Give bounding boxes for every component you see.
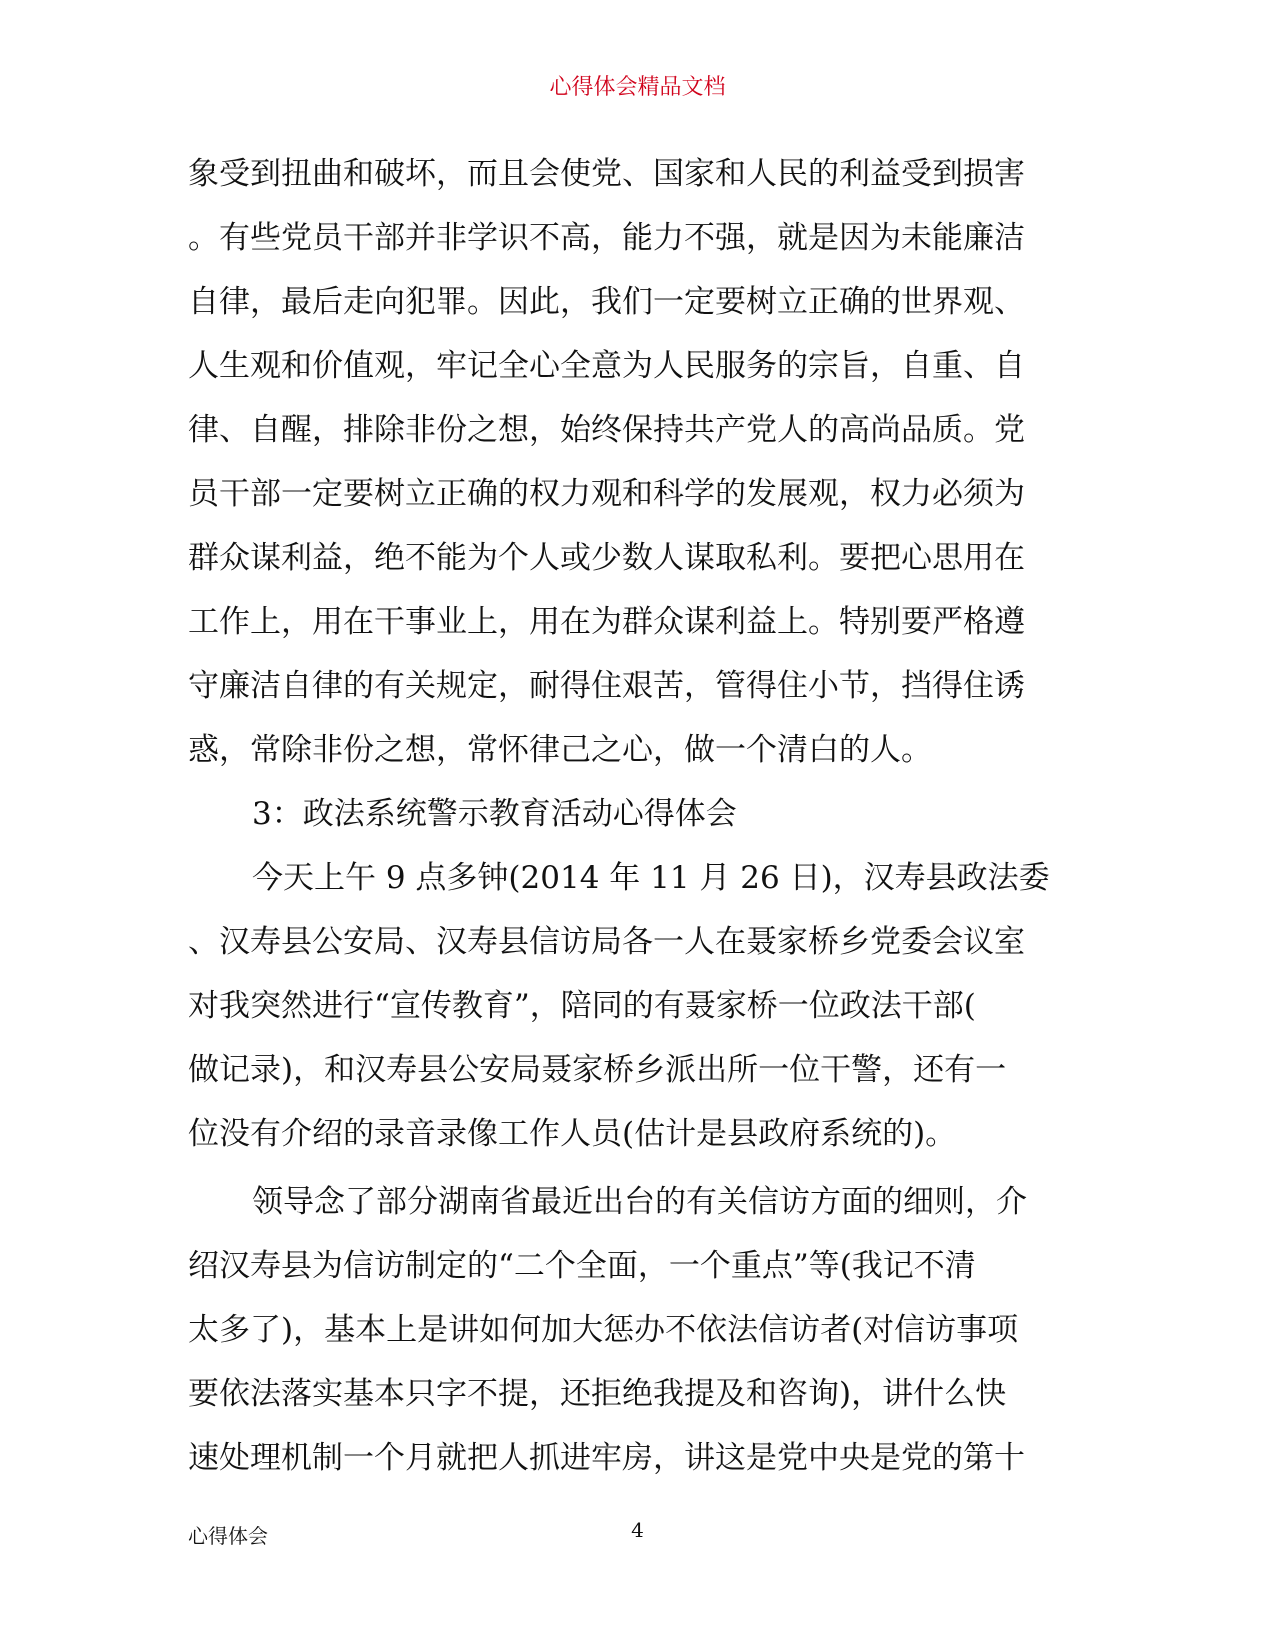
text-line: 工作上，用在干事业上，用在为群众谋利益上。特别要严格遵 <box>188 604 1025 640</box>
text-line: 太多了)，基本上是讲如何加大惩办不依法信访者(对信访事项 <box>188 1312 1019 1348</box>
text-line: 。有些党员干部并非学识不高，能力不强，就是因为未能廉洁 <box>188 220 1025 256</box>
document-header-title: 心得体会精品文档 <box>549 75 726 100</box>
text-line: 象受到扭曲和破坏，而且会使党、国家和人民的利益受到损害 <box>188 156 1025 192</box>
text-line: 律、自醒，排除非份之想，始终保持共产党人的高尚品质。党 <box>188 412 1025 448</box>
text-line: 绍汉寿县为信访制定的“二个全面，一个重点”等(我记不清 <box>188 1248 976 1284</box>
text-line: 群众谋利益，绝不能为个人或少数人谋取私利。要把心思用在 <box>188 540 1025 576</box>
text-line: 今天上午 9 点多钟(2014 年 11 月 26 日)，汉寿县政法委 <box>252 860 1050 896</box>
text-line: 守廉洁自律的有关规定，耐得住艰苦，管得住小节，挡得住诱 <box>188 668 1025 704</box>
text-line: 人生观和价值观，牢记全心全意为人民服务的宗旨，自重、自 <box>188 348 1025 384</box>
text-line: 对我突然进行“宣传教育”，陪同的有聂家桥一位政法干部( <box>188 988 976 1024</box>
text-line: 做记录)，和汉寿县公安局聂家桥乡派出所一位干警，还有一 <box>188 1052 1007 1088</box>
text-line: 位没有介绍的录音录像工作人员(估计是县政府系统的)。 <box>188 1116 957 1152</box>
text-line: 领导念了部分湖南省最近出台的有关信访方面的细则，介 <box>252 1184 1027 1220</box>
text-line: 员干部一定要树立正确的权力观和科学的发展观，权力必须为 <box>188 476 1025 512</box>
page-number: 4 <box>631 1518 644 1542</box>
text-line: 速处理机制一个月就把人抓进牢房，讲这是党中央是党的第十 <box>188 1440 1025 1476</box>
section-heading: 3：政法系统警示教育活动心得体会 <box>252 796 737 832</box>
document-body <box>188 142 1088 1490</box>
text-line: 要依法落实基本只字不提，还拒绝我提及和咨询)，讲什么快 <box>188 1376 1007 1412</box>
text-line: 惑，常除非份之想，常怀律己之心，做一个清白的人。 <box>188 732 932 768</box>
footer-label: 心得体会 <box>188 1524 268 1548</box>
text-line: 、汉寿县公安局、汉寿县信访局各一人在聂家桥乡党委会议室 <box>188 924 1025 960</box>
text-line: 自律，最后走向犯罪。因此，我们一定要树立正确的世界观、 <box>188 284 1025 320</box>
